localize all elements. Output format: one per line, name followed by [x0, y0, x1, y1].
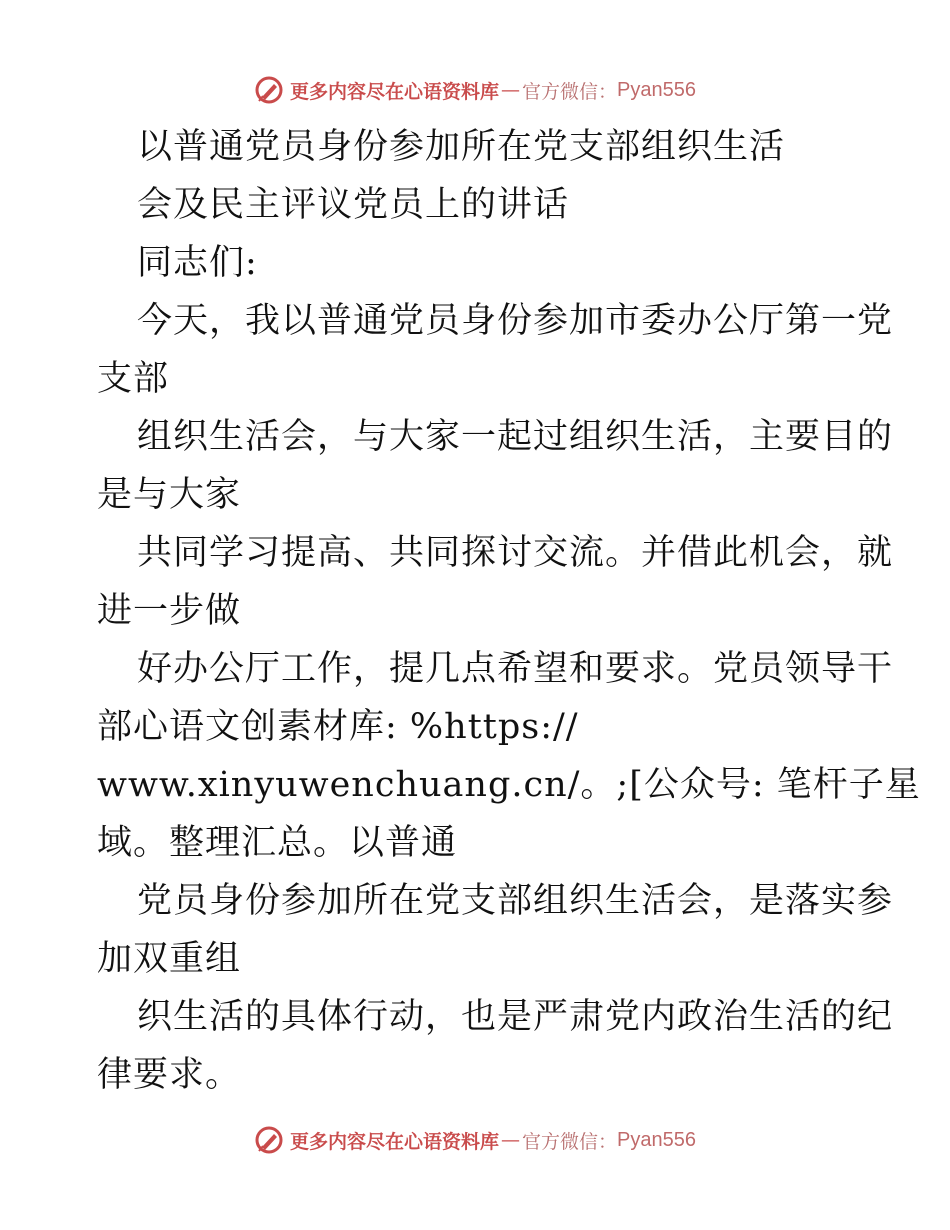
- header-dash: —: [501, 79, 521, 101]
- paragraph-line: 进一步做: [97, 591, 242, 631]
- paragraph-line: 部心语文创素材库: %https://: [97, 707, 579, 747]
- paragraph-line: 共同学习提高、共同探讨交流。并借此机会，就: [137, 533, 894, 573]
- paragraph-line: 律要求。: [97, 1055, 242, 1095]
- paragraph-line: 织生活的具体行动，也是严肃党内政治生活的纪: [137, 997, 894, 1037]
- title-line-2: 会及民主评议党员上的讲话: [137, 185, 570, 225]
- paragraph-line: 党员身份参加所在党支部组织生活会，是落实参: [137, 881, 894, 921]
- paragraph-line: 域。整理汇总。以普通: [97, 823, 458, 863]
- header-slogan: 更多内容尽在心语资料库: [290, 80, 500, 103]
- footer-slogan: 更多内容尽在心语资料库: [290, 1130, 500, 1153]
- paragraph-line: www.xinyuwenchuang.cn/。;[公众号: 笔杆子星: [97, 765, 921, 805]
- header-account: Pyan556: [617, 78, 696, 101]
- footer-dash: —: [501, 1129, 521, 1151]
- header-wechat-label: 官方微信：: [522, 80, 618, 103]
- paragraph-line: 支部: [97, 359, 170, 399]
- paragraph-line: 加双重组: [97, 939, 242, 979]
- footer-account: Pyan556: [617, 1128, 696, 1151]
- footer-banner: [0, 1120, 950, 1160]
- paragraph-line: 是与大家: [97, 475, 242, 515]
- paragraph-line: 今天，我以普通党员身份参加市委办公厅第一党: [137, 301, 894, 341]
- paragraph-line: 组织生活会，与大家一起过组织生活，主要目的: [137, 417, 894, 457]
- paragraph-line: 好办公厅工作，提几点希望和要求。党员领导干: [137, 649, 894, 689]
- salutation: 同志们:: [137, 243, 258, 283]
- footer-wechat-label: 官方微信：: [522, 1130, 618, 1153]
- pen-logo-icon: [254, 75, 284, 105]
- pen-logo-icon: [254, 1125, 284, 1155]
- document-body: [97, 118, 921, 1104]
- title-line-1: 以普通党员身份参加所在党支部组织生活: [137, 127, 786, 167]
- header-banner: [0, 70, 950, 110]
